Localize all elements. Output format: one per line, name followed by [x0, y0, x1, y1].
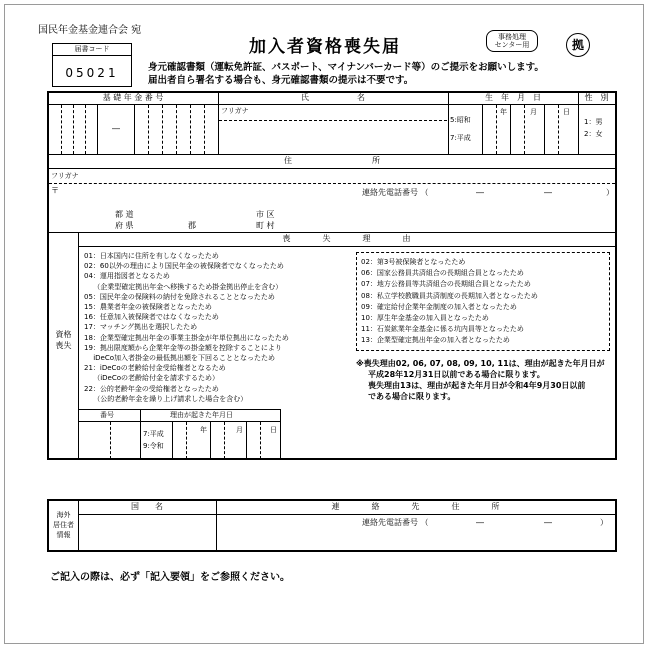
country-input[interactable] [80, 515, 215, 550]
reason-item: 10：厚生年金基金の加入員となったため [361, 314, 489, 323]
address-phone-label: 連絡先電話番号 （ [362, 188, 429, 197]
overseas-side-1: 海外 [56, 511, 71, 519]
reason-item: 06：国家公務員共済組合の長期組合員となったため [361, 269, 524, 278]
reason-item: 04：運用指図者となるため [84, 272, 170, 281]
reason-item: 09：確定給付企業年金制度の加入者となったため [361, 302, 517, 311]
form-title: 加入者資格喪失届 [249, 37, 401, 57]
office-use-badge: 事務処理 センター用 [486, 30, 538, 52]
form-code-box [52, 43, 132, 87]
note-1-line-1: ※喪失理由02, 06, 07, 08, 09, 10, 11は、理由が起きた年月日が [356, 359, 605, 368]
era-showa: 5:昭和 [450, 116, 471, 124]
address-furigana-label: フリガナ [51, 172, 79, 180]
reasons-right-list [361, 257, 538, 347]
loss-reason-header: 喪 失 理 由 [282, 234, 411, 243]
reason-item: 13：企業型確定拠出年金の加入者となったため [361, 336, 510, 345]
footer-note: ご記入の際は、必ず「記入要領」をご参照ください。 [50, 572, 290, 583]
reason-item: iDeCo加入者掛金の最低拠出額を下回ることとなったため [84, 354, 276, 363]
name-label: 氏 名 [301, 93, 365, 102]
birth-label: 生 年 月 日 [485, 93, 541, 102]
reason-item: 07：地方公務員等共済組合の長期組合員となったため [361, 280, 531, 289]
gender-input[interactable] [579, 106, 615, 153]
loss-era-heisei: 7:平成 [143, 430, 164, 438]
loss-side-label-1: 資格 [55, 330, 72, 339]
reasons-left-list [84, 251, 289, 404]
reason-item: （公的老齢年金を繰り上げ請求した場合を含む） [84, 394, 248, 403]
country-label: 国 名 [131, 502, 163, 511]
note-2-line-2: である場合に限ります。 [368, 392, 456, 401]
gender-label: 性 別 [584, 93, 609, 102]
name-furigana-label: フリガナ [221, 107, 249, 115]
reason-item: 15：農業者年金の被保険者となったため [84, 303, 212, 312]
reason-item: 11：石炭鉱業年金基金に係る坑内員等となったため [361, 325, 524, 334]
loss-side-label-2: 喪失 [55, 341, 72, 350]
seal-circle: 拠 [566, 33, 590, 57]
address-label: 住 所 [284, 156, 380, 165]
addressee: 国民年金基金連合会 宛 [38, 25, 142, 36]
reason-item: 02：60以外の理由により国民年金の被保険者でなくなったため [84, 262, 284, 271]
reason-item: 19：拠出限度額から企業年金等の掛金額を控除することにより [84, 343, 282, 352]
reason-item: 08：私立学校教職員共済制度の長期加入者となったため [361, 291, 538, 300]
pension-dash: ― [112, 124, 120, 133]
overseas-phone-label: 連絡先電話番号 （ [362, 518, 429, 527]
era-heisei: 7:平成 [450, 134, 471, 142]
reason-date-input[interactable] [173, 422, 280, 458]
gender-male: 1：男 [584, 118, 603, 126]
note-1-line-2: 平成28年12月31日以前である場合に限ります。 [368, 370, 545, 379]
postal-mark: 〒 [51, 186, 59, 195]
pension-number-input[interactable] [50, 106, 217, 153]
reason-item: （企業型確定拠出年金へ移換するため掛金拠出停止を含む） [84, 282, 283, 291]
loss-era-reiwa: 9:令和 [143, 442, 164, 450]
date-label: 理由が起きた年月日 [170, 411, 233, 419]
reason-item: 02：第3号被保険者となったため [361, 258, 466, 266]
overseas-side-2: 居住者 [53, 521, 74, 529]
reason-item: 16：任意加入被保険者ではなくなったため [84, 313, 219, 322]
reason-code-input[interactable] [80, 422, 139, 458]
reason-item: （iDeCoの老齢給付金を請求するため） [84, 374, 220, 383]
note-2-line-1: 喪失理由13は、理由が起きた年月日が令和4年9月30日以前 [368, 381, 586, 390]
name-input[interactable] [219, 106, 447, 153]
address-input[interactable] [50, 184, 614, 231]
overseas-side-3: 情報 [56, 531, 71, 539]
reason-item: 18：企業型確定拠出年金の事業主掛金が年単位拠出になったため [84, 333, 289, 342]
id-note-2: 届出者自ら署名する場合も、身元確認書類の提示は不要です。 [148, 75, 414, 86]
reasons-right-box [356, 252, 610, 351]
reason-item: 22：公的老齢年金の受給権者となったため [84, 384, 219, 393]
gender-female: 2：女 [584, 130, 603, 138]
form-code-label: 届書コード [74, 45, 110, 53]
birth-date-input[interactable] [483, 106, 577, 153]
reason-item: 05：国民年金の保険料の納付を免除されることとなったため [84, 292, 275, 301]
reason-item: 01：日本国内に住所を有しなくなったため [84, 252, 219, 260]
pension-number-label: 基 礎 年 金 番 号 [102, 93, 164, 102]
contact-address-label: 連 絡 先 住 所 [331, 502, 500, 511]
reason-item: 17：マッチング拠出を選択したため [84, 323, 198, 332]
code-label: 番号 [100, 411, 114, 419]
id-note-1: 身元確認書類（運転免許証、パスポート、マイナンバーカード等）のご提示をお願いします。 [148, 62, 544, 73]
form-code-value: 05021 [65, 66, 119, 80]
reason-item: 21：iDeCoの老齢給付金受給権者となるため [84, 364, 226, 373]
